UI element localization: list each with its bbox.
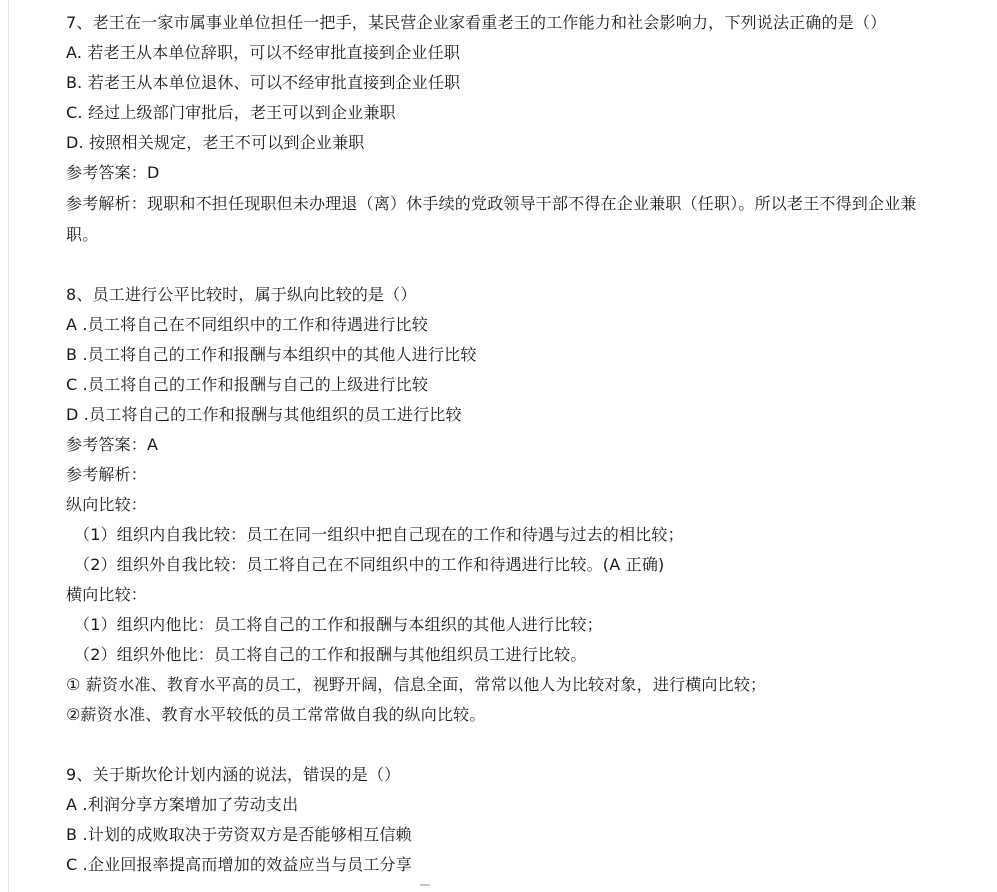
question-7-option-a: A. 若老王从本单位辞职，可以不经审批直接到企业任职 (66, 43, 461, 62)
left-border-line (8, 0, 9, 892)
document-content (66, 8, 946, 880)
question-7-answer: 参考答案：D (66, 163, 160, 182)
vertical-comparison-item-2: （2）组织外自我比较：员工将自己在不同组织中的工作和待遇进行比较。(A 正确) (74, 555, 665, 574)
question-8-text: 8、员工进行公平比较时，属于纵向比较的是（） (66, 285, 417, 304)
question-9-option-b: B .计划的成败取决于劳资双方是否能够相互信赖 (66, 825, 412, 844)
question-7-analysis: 参考解析：现职和不担任现职但未办理退（离）休手续的党政领导干部不得在企业兼职（任职）。所以老王不得到企业兼职。 (66, 194, 917, 244)
question-9-option-a: A .利润分享方案增加了劳动支出 (66, 795, 299, 814)
question-9-option-c: C .企业回报率提高而增加的效益应当与员工分享 (66, 855, 412, 874)
comparison-note-1: ① 薪资水准、教育水平高的员工，视野开阔，信息全面，常常以他人为比较对象，进行横向比较； (66, 675, 767, 694)
horizontal-comparison-item-1: （1）组织内他比：员工将自己的工作和报酬与本组织的其他人进行比较； (74, 615, 603, 634)
question-8-option-b: B .员工将自己的工作和报酬与本组织中的其他人进行比较 (66, 345, 477, 364)
question-9-text: 9、关于斯坎伦计划内涵的说法，错误的是（） (66, 765, 401, 784)
question-7-option-d: D. 按照相关规定，老王不可以到企业兼职 (66, 133, 365, 152)
question-7-option-c: C. 经过上级部门审批后，老王可以到企业兼职 (66, 103, 396, 122)
question-8-answer: 参考答案：A (66, 435, 159, 454)
paragraph-gap (66, 730, 946, 760)
question-7-option-b: B. 若老王从本单位退休、可以不经审批直接到企业任职 (66, 73, 461, 92)
question-8-analysis-label: 参考解析： (66, 465, 148, 484)
question-7-text: 7、老王在一家市属事业单位担任一把手，某民营企业家看重老王的工作能力和社会影响力，下列说法正确的是（） (66, 13, 887, 32)
comparison-note-2: ②薪资水准、教育水平较低的员工常常做自我的纵向比较。 (66, 705, 486, 724)
horizontal-comparison-label: 横向比较： (66, 585, 148, 604)
vertical-comparison-item-1: （1）组织内自我比较：员工在同一组织中把自己现在的工作和待遇与过去的相比较； (74, 525, 684, 544)
question-8-option-d: D .员工将自己的工作和报酬与其他组织的员工进行比较 (66, 405, 462, 424)
horizontal-comparison-item-2: （2）组织外他比：员工将自己的工作和报酬与其他组织员工进行比较。 (74, 645, 587, 664)
question-8-option-c: C .员工将自己的工作和报酬与自己的上级进行比较 (66, 375, 429, 394)
vertical-comparison-label: 纵向比较： (66, 495, 148, 514)
paragraph-gap (66, 250, 946, 280)
question-8-option-a: A .员工将自己在不同组织中的工作和待遇进行比较 (66, 315, 428, 334)
page-bottom-mark (420, 884, 430, 886)
